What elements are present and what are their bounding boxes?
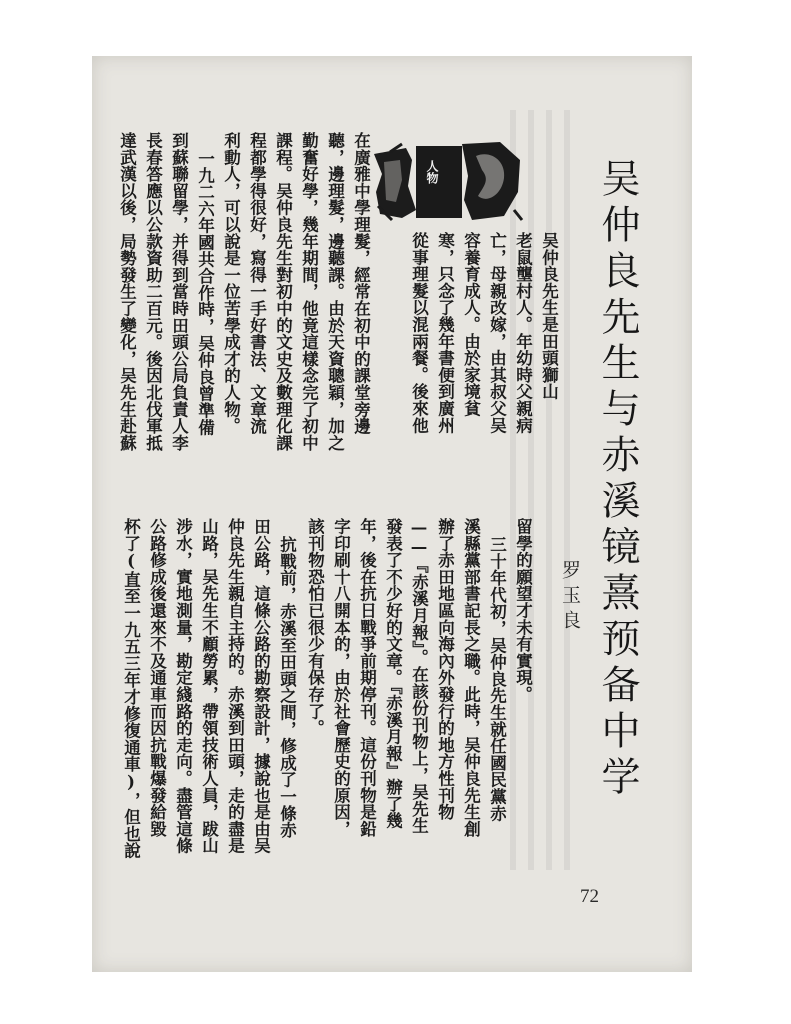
text-column: 到蘇聯留學，并得到當時田頭公局負責人李 (169, 132, 189, 452)
text-column: ——『赤溪月報』。在該份刊物上，吴先生 (409, 518, 429, 834)
text-column: 勤奮好學，幾年期間，他竟這樣念完了初中 (299, 132, 319, 452)
text-column: 年，後在抗日戰爭前期停刊。這份刊物是鉛 (357, 518, 377, 838)
text-column: 程都學得很好，寫得一手好書法、文章流 (247, 132, 267, 435)
page-number: 72 (580, 886, 599, 907)
text-column: 三十年代初，吴仲良先生就任國民黨赤 (487, 536, 507, 822)
text-column: 杯了(直至一九五三年才修復通車)，但也說 (121, 518, 141, 859)
text-column: 發表了不少好的文章。『赤溪月報』辦了幾 (383, 518, 403, 829)
article-title: 吴仲良先生与赤溪镜熹预备中学 (595, 158, 640, 802)
bleed-through-texture (510, 110, 580, 870)
section-logo-label: 人物 (425, 160, 439, 184)
text-column: 課程。吴仲良先生對初中的文史及數理化課 (273, 132, 293, 452)
text-column: 該刊物恐怕已很少有保存了。 (305, 518, 325, 737)
text-column: 一九二六年國共合作時，吴仲良曾準備 (195, 150, 215, 436)
text-column: 抗戰前，赤溪至田頭之間，修成了一條赤 (277, 536, 297, 839)
text-column: 從事理髮以混兩餐。後來他 (409, 232, 429, 434)
text-column: 辦了赤田地區向海內外發行的地方性刊物 (435, 518, 455, 821)
text-column: 山路，吴先生不顧勞累，帶領技術人員，跋山 (199, 518, 219, 854)
text-column: 溪縣黨部書記長之職。此時，吴仲良先生創 (461, 518, 481, 838)
text-column: 老鼠壟村人。年幼時父親病 (513, 232, 533, 434)
text-column: 長春答應以公款資助二百元。後因北伐軍抵 (143, 132, 163, 452)
text-column: 利動人，可以說是一位苦學成才的人物。 (221, 132, 241, 435)
text-column: 涉水，實地測量，勘定綫路的走向。盡管這條 (173, 518, 193, 854)
text-column: 寒，只念了幾年書便到廣州 (435, 232, 455, 434)
text-column: 留學的願望才未有實現。 (513, 518, 533, 703)
text-column: 田公路，這條公路的勘察設計，據說也是由吴 (251, 518, 271, 854)
text-column: 在廣雅中學理髮，經常在初中的課堂旁邊 (351, 132, 371, 435)
article-author: 罗玉良 (559, 560, 581, 635)
text-column: 聽，邊理髮，邊聽課。由於天資聰穎，加之 (325, 132, 345, 452)
text-column: 達武漢以後，局勢發生了變化，吴先生赴蘇 (117, 132, 137, 452)
text-column: 容養育成人。由於家境貧 (461, 232, 481, 417)
text-column: 公路修成後還來不及通車而因抗戰爆發給毀 (147, 518, 167, 838)
text-column: 仲良先生親自主持的。赤溪到田頭，走的盡是 (225, 518, 245, 854)
text-column: 亡，母親改嫁，由其叔父吴 (487, 232, 507, 434)
text-column: 吴仲良先生是田頭獅山 (539, 232, 559, 400)
section-logo-woodcut (372, 140, 524, 222)
text-column: 字印刷十八開本的，由於社會歷史的原因， (331, 518, 351, 838)
